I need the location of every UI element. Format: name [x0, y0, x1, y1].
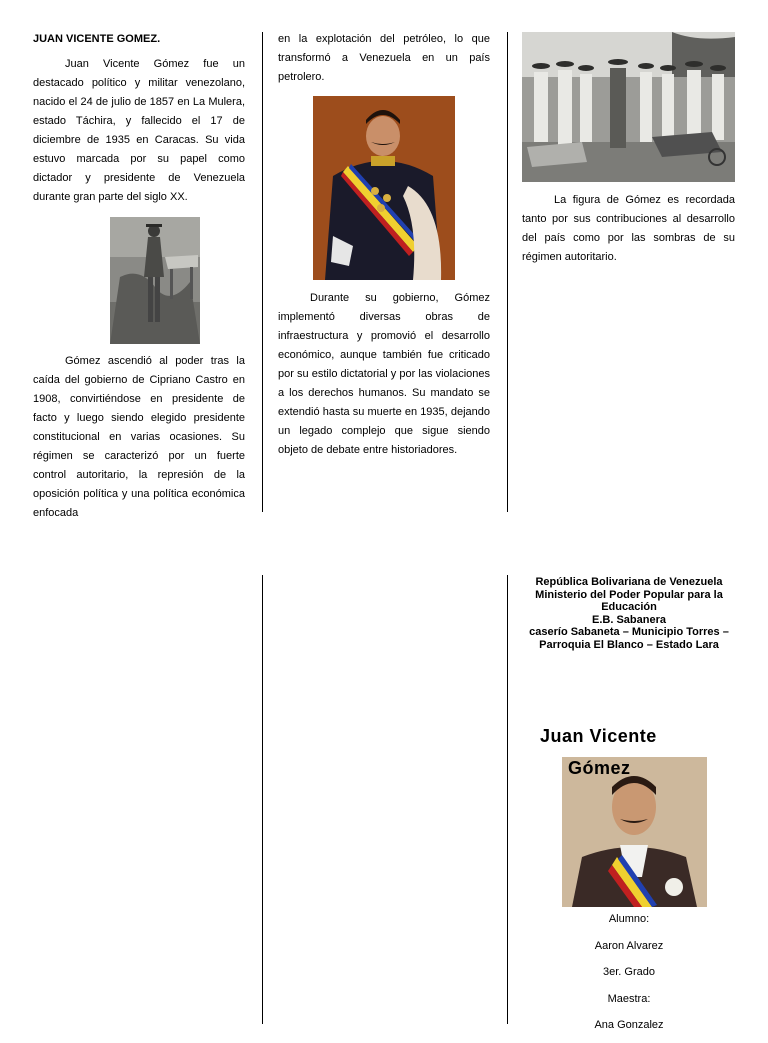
- column-1: [33, 30, 245, 207]
- column-2-lower: [278, 289, 490, 460]
- column-divider-bottom-left: [262, 575, 263, 1024]
- credits: [522, 910, 736, 1043]
- column-3: [522, 191, 735, 267]
- government-paragraph: Durante su gobierno, Gómez implementó diversas obras de infraestructura y promovió el desarrollo económico, aunque también fue criticado por su estilo dictatorial y por las violaciones a los derechos humanos. Su mandato se extendió hasta su muerte en 1935, dejando un legado complejo que sigue siendo objeto de debate entre historiadores.: [278, 292, 490, 456]
- teacher-name: Ana Gonzalez: [594, 1019, 664, 1031]
- rise-to-power-paragraph: Gómez ascendió al poder tras la caída del gobierno de Cipriano Castro en 1908, convirtiéndose en presidente de facto y luego siendo elegido presidente constitucional en varias ocasiones. Su régimen se caracterizó por un fuerte control autoritario, la represión de la oposición política y una política económica enfocada: [33, 355, 245, 519]
- cover-title-line-1: Juan Vicente: [540, 726, 657, 746]
- grade-label: 3er. Grado: [603, 966, 655, 978]
- student-label: Alumno:: [608, 913, 650, 925]
- intro-paragraph: Juan Vicente Gómez fue un destacado político y militar venezolano, nacido el 24 de julio de 1857 en La Mulera, estado Táchira, y fallecido el 17 de diciembre de 1935 en Caracas. Su vida estuvo marcada por su papel como dictador y presidente de Venezuela durante gran parte del siglo XX.: [33, 58, 245, 203]
- legacy-paragraph: La figura de Gómez es recordada tanto por sus contribuciones al desarrollo del país como por las sombras de su régimen autoritario.: [522, 194, 735, 263]
- institution-line-ministry: Ministerio del Poder Popular para la Educación: [535, 588, 723, 613]
- column-2: [278, 30, 490, 87]
- article-heading: JUAN VICENTE GOMEZ.: [33, 33, 161, 45]
- cover-title: [540, 720, 720, 784]
- column-divider-bottom-right: [507, 575, 508, 1024]
- institution-line-address: caserío Sabaneta – Municipio Torres – Parroquia El Blanco – Estado Lara: [529, 626, 729, 651]
- photo-gomez-standing: [110, 217, 200, 344]
- institution-line-school: E.B. Sabanera: [592, 613, 666, 626]
- institution-line-republic: República Bolivariana de Venezuela: [535, 576, 723, 588]
- column-1-lower: [33, 352, 245, 523]
- column-divider-top-left: [262, 32, 263, 512]
- institution-header: [522, 576, 736, 651]
- portrait-gomez-military: [313, 96, 455, 280]
- student-name: Aaron Alvarez: [594, 939, 664, 952]
- continued-paragraph: en la explotación del petróleo, lo que transformó a Venezuela en un país petrolero.: [278, 33, 490, 83]
- cover-title-line-2: Gómez: [568, 758, 631, 778]
- column-divider-top-right: [507, 32, 508, 512]
- photo-gomez-group: [522, 32, 735, 182]
- teacher-label: Maestra:: [607, 992, 651, 1005]
